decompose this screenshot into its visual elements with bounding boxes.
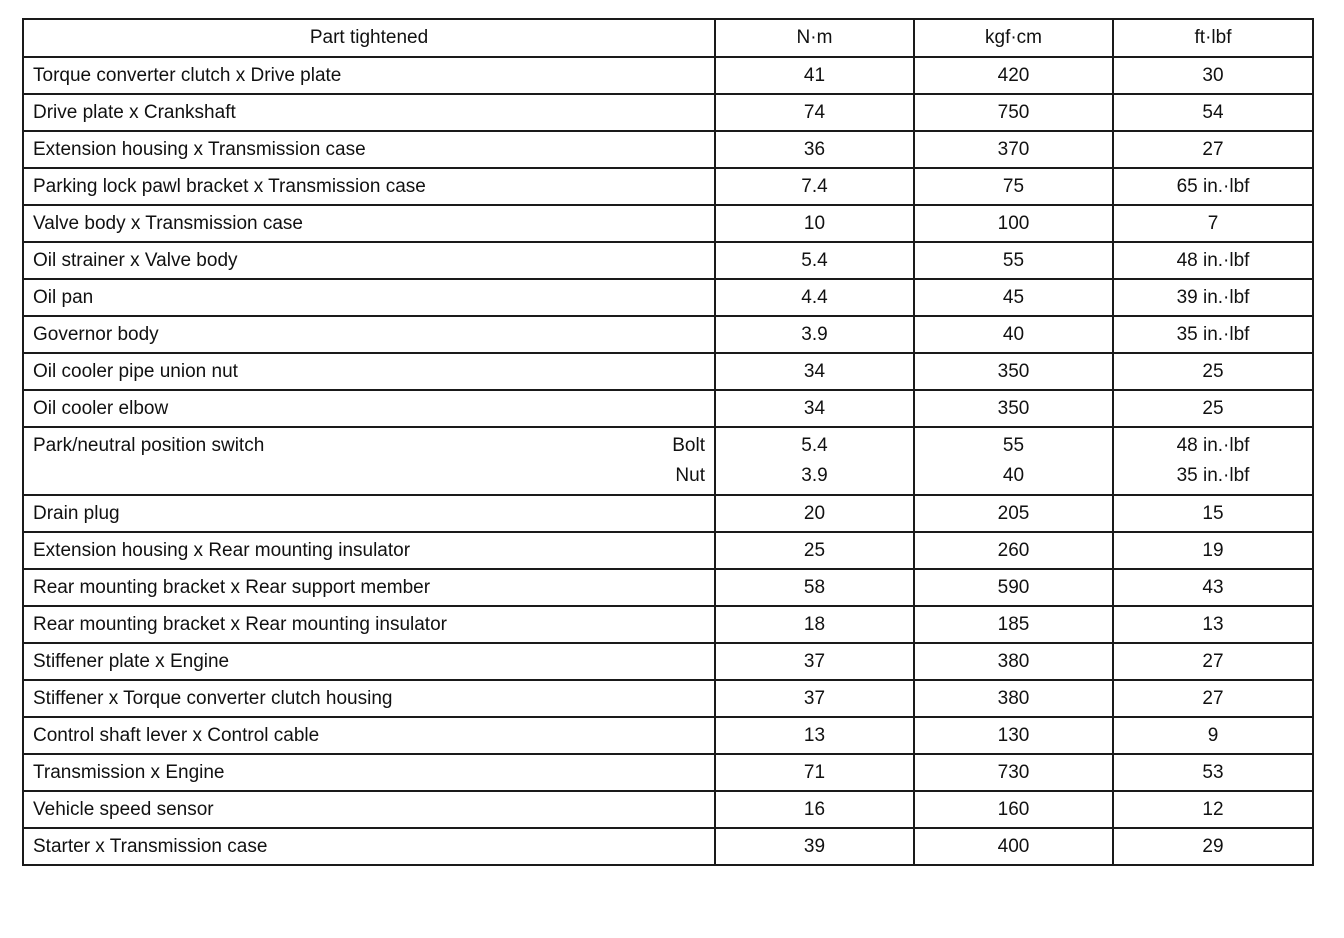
cell-nm: 3.9 <box>715 316 914 353</box>
cell-kgfcm: 75 <box>914 168 1113 205</box>
cell-part: Stiffener x Torque converter clutch housing <box>23 680 715 717</box>
cell-kgfcm: 380 <box>914 680 1113 717</box>
cell-nm: 39 <box>715 828 914 865</box>
cell-ftlbf: 13 <box>1113 606 1313 643</box>
cell-nm: 74 <box>715 94 914 131</box>
cell-kgfcm-split <box>914 427 1113 495</box>
table-row <box>23 390 1313 427</box>
cell-part: Vehicle speed sensor <box>23 791 715 828</box>
split-sub-labels <box>672 431 705 491</box>
cell-part-split <box>23 427 715 495</box>
table-header-row <box>23 19 1313 57</box>
table-row <box>23 569 1313 606</box>
cell-kgfcm: 45 <box>914 279 1113 316</box>
split-kgfcm-nut: 40 <box>1002 465 1025 486</box>
split-ftlbf-bolt: 48 in.·lbf <box>1176 435 1250 456</box>
cell-part: Oil cooler elbow <box>23 390 715 427</box>
cell-part: Oil strainer x Valve body <box>23 242 715 279</box>
cell-nm: 41 <box>715 57 914 94</box>
cell-ftlbf: 39 in.·lbf <box>1113 279 1313 316</box>
cell-nm: 37 <box>715 643 914 680</box>
cell-ftlbf: 7 <box>1113 205 1313 242</box>
table-row <box>23 242 1313 279</box>
cell-nm: 18 <box>715 606 914 643</box>
table-row <box>23 606 1313 643</box>
table-row <box>23 828 1313 865</box>
header-kgfcm: kgf·cm <box>914 19 1113 57</box>
cell-kgfcm: 380 <box>914 643 1113 680</box>
table-row <box>23 643 1313 680</box>
table-row <box>23 680 1313 717</box>
cell-ftlbf: 65 in.·lbf <box>1113 168 1313 205</box>
cell-ftlbf: 35 in.·lbf <box>1113 316 1313 353</box>
cell-ftlbf: 25 <box>1113 390 1313 427</box>
cell-ftlbf: 19 <box>1113 532 1313 569</box>
cell-kgfcm: 350 <box>914 353 1113 390</box>
split-nm-bolt: 5.4 <box>801 435 828 456</box>
cell-nm-split <box>715 427 914 495</box>
split-nm-nut: 3.9 <box>801 465 828 486</box>
cell-nm: 16 <box>715 791 914 828</box>
cell-part: Torque converter clutch x Drive plate <box>23 57 715 94</box>
cell-nm: 58 <box>715 569 914 606</box>
table-row <box>23 316 1313 353</box>
table-row <box>23 353 1313 390</box>
cell-part: Drain plug <box>23 495 715 532</box>
cell-ftlbf: 25 <box>1113 353 1313 390</box>
cell-nm: 5.4 <box>715 242 914 279</box>
cell-kgfcm: 40 <box>914 316 1113 353</box>
cell-nm: 71 <box>715 754 914 791</box>
cell-ftlbf: 29 <box>1113 828 1313 865</box>
cell-kgfcm: 400 <box>914 828 1113 865</box>
cell-part: Stiffener plate x Engine <box>23 643 715 680</box>
cell-ftlbf-split <box>1113 427 1313 495</box>
cell-nm: 13 <box>715 717 914 754</box>
cell-kgfcm: 730 <box>914 754 1113 791</box>
cell-ftlbf: 27 <box>1113 643 1313 680</box>
cell-kgfcm: 100 <box>914 205 1113 242</box>
header-part-tightened: Part tightened <box>23 19 715 57</box>
cell-kgfcm: 260 <box>914 532 1113 569</box>
table-row <box>23 131 1313 168</box>
cell-part: Governor body <box>23 316 715 353</box>
cell-nm: 25 <box>715 532 914 569</box>
cell-nm: 4.4 <box>715 279 914 316</box>
cell-ftlbf: 53 <box>1113 754 1313 791</box>
cell-ftlbf: 54 <box>1113 94 1313 131</box>
table-row <box>23 94 1313 131</box>
cell-ftlbf: 27 <box>1113 131 1313 168</box>
table-row <box>23 57 1313 94</box>
cell-part: Transmission x Engine <box>23 754 715 791</box>
sub-label-nut: Nut <box>675 465 705 486</box>
cell-part: Control shaft lever x Control cable <box>23 717 715 754</box>
cell-ftlbf: 43 <box>1113 569 1313 606</box>
cell-part: Extension housing x Transmission case <box>23 131 715 168</box>
cell-ftlbf: 48 in.·lbf <box>1113 242 1313 279</box>
cell-part: Extension housing x Rear mounting insulator <box>23 532 715 569</box>
table-row-split <box>23 427 1313 495</box>
cell-ftlbf: 12 <box>1113 791 1313 828</box>
cell-kgfcm: 160 <box>914 791 1113 828</box>
cell-part: Rear mounting bracket x Rear mounting insulator <box>23 606 715 643</box>
table-row <box>23 532 1313 569</box>
split-kgfcm-bolt: 55 <box>1002 435 1025 456</box>
cell-ftlbf: 15 <box>1113 495 1313 532</box>
table-row <box>23 717 1313 754</box>
cell-kgfcm: 590 <box>914 569 1113 606</box>
cell-kgfcm: 205 <box>914 495 1113 532</box>
cell-nm: 36 <box>715 131 914 168</box>
cell-ftlbf: 27 <box>1113 680 1313 717</box>
cell-ftlbf: 9 <box>1113 717 1313 754</box>
cell-nm: 20 <box>715 495 914 532</box>
cell-nm: 34 <box>715 353 914 390</box>
cell-kgfcm: 370 <box>914 131 1113 168</box>
header-nm: N·m <box>715 19 914 57</box>
table-row <box>23 205 1313 242</box>
cell-part: Oil pan <box>23 279 715 316</box>
cell-part: Parking lock pawl bracket x Transmission case <box>23 168 715 205</box>
cell-ftlbf: 30 <box>1113 57 1313 94</box>
cell-part: Valve body x Transmission case <box>23 205 715 242</box>
cell-nm: 7.4 <box>715 168 914 205</box>
table-row <box>23 279 1313 316</box>
cell-part: Starter x Transmission case <box>23 828 715 865</box>
cell-part: Rear mounting bracket x Rear support member <box>23 569 715 606</box>
split-part-label: Park/neutral position switch <box>33 435 265 456</box>
table-row <box>23 168 1313 205</box>
cell-nm: 37 <box>715 680 914 717</box>
cell-kgfcm: 185 <box>914 606 1113 643</box>
cell-kgfcm: 55 <box>914 242 1113 279</box>
header-ftlbf: ft·lbf <box>1113 19 1313 57</box>
torque-spec-table <box>22 18 1314 866</box>
cell-part: Drive plate x Crankshaft <box>23 94 715 131</box>
cell-kgfcm: 420 <box>914 57 1113 94</box>
sub-label-bolt: Bolt <box>672 435 705 456</box>
cell-nm: 34 <box>715 390 914 427</box>
split-ftlbf-nut: 35 in.·lbf <box>1176 465 1250 486</box>
cell-kgfcm: 750 <box>914 94 1113 131</box>
table-row <box>23 754 1313 791</box>
table-row <box>23 791 1313 828</box>
cell-kgfcm: 130 <box>914 717 1113 754</box>
table-row <box>23 495 1313 532</box>
cell-kgfcm: 350 <box>914 390 1113 427</box>
cell-nm: 10 <box>715 205 914 242</box>
cell-part: Oil cooler pipe union nut <box>23 353 715 390</box>
